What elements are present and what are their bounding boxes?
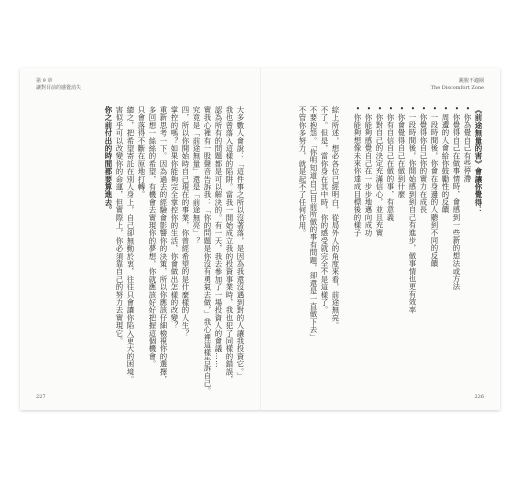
bullet-item: • 你對自己的決定充滿信心，並且充實 — [375, 106, 384, 237]
closing-line: 你之前付出的時間都要算進去。 — [104, 106, 113, 214]
right-header — [431, 78, 484, 92]
right-body — [297, 106, 484, 368]
body-line: 重新思考一下。因為過去的經驗會影響你的決策，所以你應該仔細檢視你的選擇， — [159, 106, 168, 384]
body-line: 綜上所述，想必各位已經明白，從局外人的角度來看，前途無亮。 — [331, 106, 340, 330]
bullet-item: • 你會覺得自己在做到什麼 — [397, 106, 406, 199]
book-title: 跳脫不適圈 — [458, 78, 484, 84]
bullet-item: • 你能夠感覺自己在一步步地邁向成功 — [364, 106, 373, 237]
book-subtitle: The Discomfort Zone — [430, 85, 484, 91]
body-line: 多回想一絲絲的希望，有機會去實現你的夢想，你就應該好好把握這個機會。 — [148, 106, 157, 368]
body-line: 認為所有的問題都是可以解決的。有一天，我去參加了一場投資人的會議…… — [214, 106, 223, 368]
bullet-item: • 周遭的人會給你鼓勵性的反饋 — [441, 106, 450, 214]
bullet-item: • 你能夠想像未來你達成目標後的樣子 — [353, 106, 362, 237]
body-line: 我也曾落入這樣的陷阱。當我一開始成立我的投資事業時，我也犯了同樣的錯誤， — [225, 106, 234, 384]
left-page — [20, 68, 260, 410]
left-body — [103, 106, 246, 395]
bullet-item: • 你覺得你自己你的實力在成長 — [419, 106, 428, 214]
bullet-item: • 一段時間後，你會在身邊的人聽到不同的反饋 — [430, 106, 439, 268]
body-line: 四，所以你開始時自己現在的事業，你曾經希望的是什麼樣的人生？ — [181, 106, 190, 337]
section-title: 《前途無量的害》會讓你覺得： — [474, 106, 483, 214]
book-spread — [20, 68, 500, 410]
bullet-item: • 你覺得自己在做事情時，會感到一些新的想法或方法 — [452, 106, 461, 291]
body-line: 害似乎可以改變你的命運，但實際上，你必須靠自己的努力去實現它。 — [115, 106, 124, 345]
bullet-item: • 一段時間後，你開始感到到自己有進步，做事情也更有效率 — [408, 106, 417, 314]
chapter-title: 讓對目前的感覺消失 — [36, 85, 82, 91]
bullet-item: • 你為覺自己有些停滯 — [463, 106, 472, 183]
spacer — [341, 106, 352, 368]
body-line: 不了。但是，當你身在其中時，你的感受就完全不是這樣了。 — [320, 106, 329, 314]
body-line: 究竟是「前途無量」還是「前途無亮」？ — [192, 106, 201, 245]
bullet-item: • 你有自信自己在做的事，有意義 — [386, 106, 395, 222]
body-line: 總之，把希望寄託在別人身上，自己卻無動於衷，往往只會讓你陷入更大的困境。 — [126, 106, 135, 384]
page-number-left: 227 — [36, 394, 46, 400]
body-line: 掌控的嗎？如果你能夠完全掌控你的生活，你會做出怎樣的改變？ — [170, 106, 179, 330]
body-line: 大多數人會說：「這件事之所以沒著落，是因為我還沒遇到對的人讓我投資它。」 — [236, 106, 245, 380]
left-header — [36, 78, 81, 92]
body-line: 實我心裡有一股聲音告訴我：「你的問題是你沒有勇氣去做，」我心裡這樣告訴自己。 — [203, 106, 212, 395]
body-line: 不管你多努力，就是起不了任何作用。 — [298, 106, 307, 237]
chapter-label: 第 9 章 — [36, 78, 53, 84]
body-line: 只會落得不斷在原地打轉。 — [137, 106, 146, 199]
body-line: 不要抱怨。「你明知道自己目前所做的事有問題，卻還是一直做下去」 — [309, 106, 318, 341]
page-number-right: 226 — [474, 394, 484, 400]
right-page — [260, 68, 500, 410]
